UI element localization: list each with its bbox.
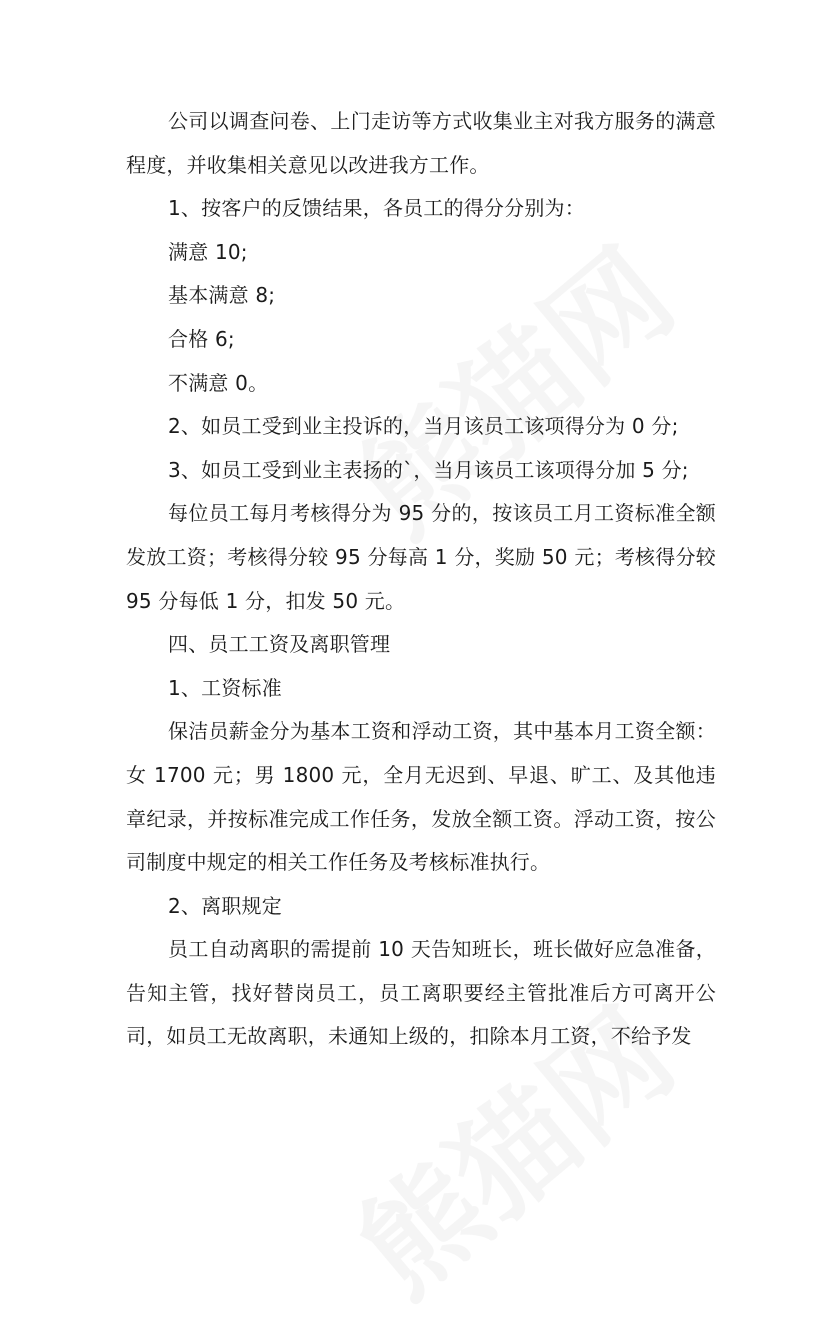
subheading-salary-standard: 1、工资标准 (168, 675, 282, 700)
paragraph-feedback-scoring: 1、按客户的反馈结果，各员工的得分分别为： (168, 196, 585, 221)
score-item-qualified: 合格 6; (168, 326, 235, 351)
section-heading-salary-resignation: 四、员工工资及离职管理 (168, 632, 391, 657)
paragraph-complaint-rule: 2、如员工受到业主投诉的，当月该员工该项得分为 0 分; (168, 414, 679, 439)
paragraph-resignation-details: 员工自动离职的需提前 10 天告知班长，班长做好应急准备，告知主管，找好替岗员工，员工离职要经主管批准后方可离开公司，如员工无故离职，未通知上级的，扣除本月工资，不给予发 (126, 937, 716, 1049)
document-body (126, 100, 716, 1059)
paragraph-praise-rule: 3、如员工受到业主表扬的`，当月该员工该项得分加 5 分; (168, 457, 689, 482)
paragraph-monthly-assessment: 每位员工每月考核得分为 95 分的，按该员工月工资标准全额发放工资；考核得分较 95 分每高 1 分，奖励 50 元；考核得分较 95 分每低 1 分，扣发 50 元。 (126, 501, 716, 613)
score-item-unsatisfied: 不满意 0。 (168, 370, 269, 395)
score-item-basically-satisfied: 基本满意 8; (168, 283, 276, 308)
paragraph-salary-details: 保洁员薪金分为基本工资和浮动工资，其中基本月工资全额：女 1700 元；男 1800 元，全月无迟到、早退、旷工、及其他违章纪录，并按标准完成工作任务，发放全额工资。浮动工资，按公司制度中规定的相关工作任务及考核标准执行。 (126, 719, 716, 875)
score-item-satisfied: 满意 10; (168, 239, 248, 264)
subheading-resignation-rules: 2、离职规定 (168, 893, 282, 918)
paragraph-survey-intro: 公司以调查问卷、上门走访等方式收集业主对我方服务的满意程度，并收集相关意见以改进我方工作。 (126, 109, 716, 177)
